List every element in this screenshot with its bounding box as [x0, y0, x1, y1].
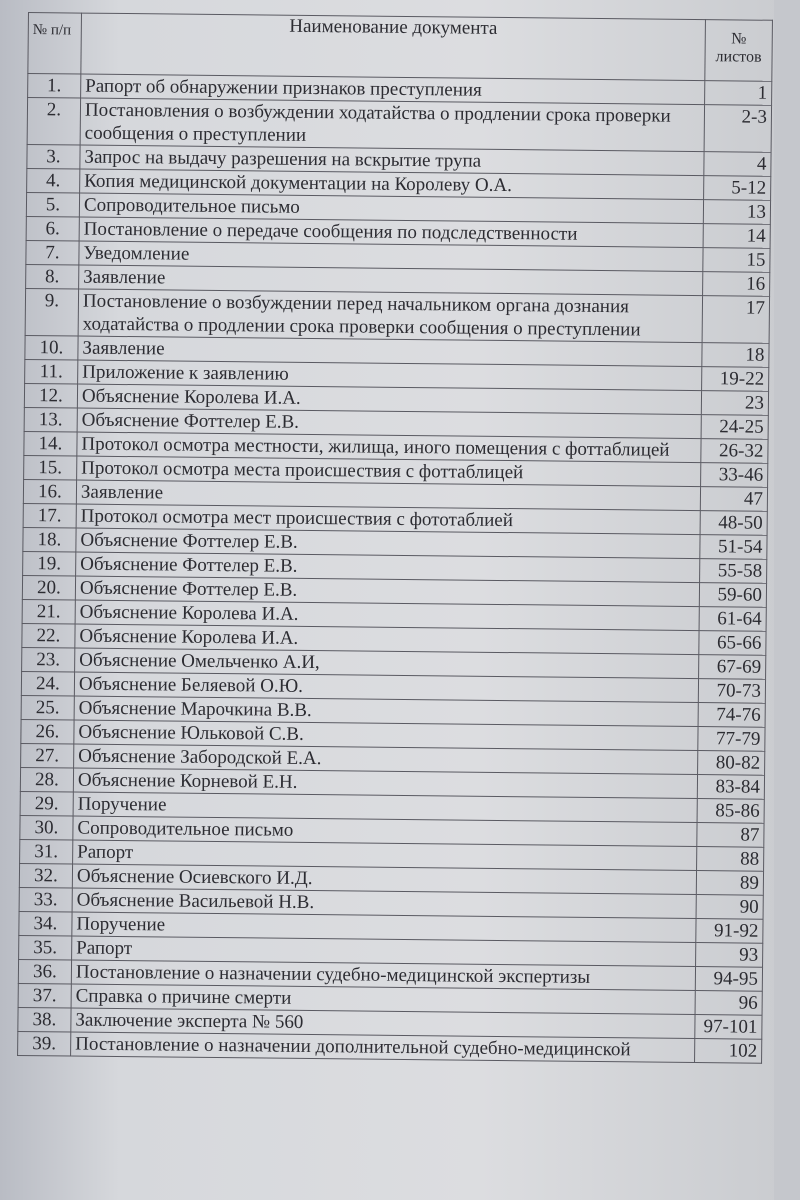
- row-document-name: Объяснение Осиевского И.Д.: [72, 864, 696, 895]
- row-number: 34.: [19, 911, 72, 936]
- row-document-name: Копия медицинской документации на Королеву О.А.: [80, 169, 704, 200]
- row-document-name: Заключение эксперта № 560: [71, 1008, 695, 1039]
- row-number: 11.: [25, 359, 78, 384]
- row-sheets: 19-22: [702, 367, 769, 392]
- row-document-name: Объяснение Фоттелер Е.В.: [76, 552, 700, 583]
- row-document-name: Заявление: [78, 336, 702, 367]
- row-number: 3.: [27, 144, 80, 169]
- row-document-name: Рапорт: [72, 936, 696, 967]
- row-number: 17.: [23, 503, 76, 528]
- row-number: 39.: [18, 1031, 71, 1056]
- row-number: 31.: [20, 839, 73, 864]
- row-number: 14.: [24, 431, 77, 456]
- row-document-name: Объяснение Марочкина В.В.: [74, 696, 698, 727]
- row-document-name: Поручение: [73, 792, 697, 823]
- row-sheets: 93: [696, 943, 763, 968]
- row-number: 12.: [24, 383, 77, 408]
- row-number: 2.: [27, 98, 80, 146]
- row-document-name: Объяснение Забородской Е.А.: [74, 744, 698, 775]
- row-sheets: 65-66: [699, 631, 766, 656]
- row-sheets: 90: [696, 895, 763, 920]
- row-sheets: 74-76: [698, 703, 765, 728]
- page-edge: [774, 0, 800, 1200]
- row-number: 15.: [24, 455, 77, 480]
- row-sheets: 59-60: [699, 583, 766, 608]
- row-number: 8.: [26, 264, 79, 289]
- row-number: 28.: [20, 767, 73, 792]
- row-sheets: 85-86: [697, 799, 764, 824]
- row-number: 6.: [26, 216, 79, 241]
- row-number: 25.: [21, 695, 74, 720]
- row-number: 21.: [22, 599, 75, 624]
- table-row: [25, 288, 769, 343]
- document-sheet: [17, 12, 773, 1064]
- row-sheets: 88: [697, 847, 764, 872]
- row-document-name: Объяснение Беляевой О.Ю.: [74, 672, 698, 703]
- row-sheets: 2-3: [704, 105, 771, 153]
- row-document-name: Объяснение Фоттелер Е.В.: [76, 528, 700, 559]
- row-sheets: 33-46: [701, 463, 768, 488]
- row-sheets: 83-84: [697, 775, 764, 800]
- row-sheets: 47: [700, 487, 767, 512]
- row-number: 23.: [22, 647, 75, 672]
- row-sheets: 67-69: [699, 655, 766, 680]
- row-document-name: Объяснение Корневой Е.Н.: [73, 768, 697, 799]
- row-document-name: Рапорт об обнаружении признаков преступления: [81, 74, 705, 105]
- row-number: 36.: [18, 959, 71, 984]
- row-document-name: Протокол осмотра мест происшествия с фототаблией: [76, 504, 700, 535]
- row-number: 38.: [18, 1007, 71, 1032]
- row-number: 16.: [23, 479, 76, 504]
- row-number: 26.: [21, 719, 74, 744]
- row-sheets: 87: [697, 823, 764, 848]
- row-number: 4.: [27, 168, 80, 193]
- row-document-name: Объяснение Омельченко А.И,: [75, 648, 699, 679]
- row-sheets: 14: [703, 224, 770, 249]
- row-document-name: Протокол осмотра места происшествия с фоттаблицей: [77, 456, 701, 487]
- row-number: 18.: [23, 527, 76, 552]
- row-number: 30.: [20, 815, 73, 840]
- row-document-name: Объяснение Васильевой Н.В.: [72, 888, 696, 919]
- row-number: 13.: [24, 407, 77, 432]
- row-sheets: 94-95: [695, 967, 762, 992]
- row-number: 5.: [26, 192, 79, 217]
- header-sheets: № листов: [705, 20, 773, 82]
- row-document-name: Постановления о возбуждении ходатайства о продлении срока проверки сообщения о преступлении: [80, 98, 704, 152]
- row-sheets: 55-58: [700, 559, 767, 584]
- row-number: 33.: [19, 887, 72, 912]
- header-number: № п/п: [28, 13, 82, 75]
- row-document-name: Поручение: [72, 912, 696, 943]
- row-number: 32.: [19, 863, 72, 888]
- row-document-name: Постановление о передаче сообщения по подследственности: [79, 217, 703, 248]
- row-sheets: 24-25: [701, 415, 768, 440]
- row-sheets: 91-92: [696, 919, 763, 944]
- row-sheets: 18: [702, 343, 769, 368]
- row-number: 37.: [18, 983, 71, 1008]
- row-document-name: Объяснение Юльковой С.В.: [74, 720, 698, 751]
- row-sheets: 51-54: [700, 535, 767, 560]
- row-document-name: Справка о причине смерти: [71, 984, 695, 1015]
- row-sheets: 102: [695, 1039, 762, 1064]
- row-document-name: Заявление: [79, 265, 703, 296]
- row-document-name: Объяснение Фоттелер Е.В.: [75, 576, 699, 607]
- row-sheets: 23: [701, 391, 768, 416]
- row-document-name: Постановление о возбуждении перед начальником органа дознания ходатайства о продлении срока проверки сообщения о преступлении: [78, 289, 702, 343]
- row-sheets: 77-79: [698, 727, 765, 752]
- row-number: 27.: [21, 743, 74, 768]
- row-sheets: 15: [703, 248, 770, 273]
- row-sheets: 89: [696, 871, 763, 896]
- row-document-name: Уведомление: [79, 241, 703, 272]
- document-inventory-table: [17, 12, 773, 1064]
- row-sheets: 1: [705, 81, 772, 106]
- row-number: 20.: [22, 575, 75, 600]
- row-sheets: 13: [703, 200, 770, 225]
- row-document-name: Заявление: [76, 480, 700, 511]
- row-number: 7.: [26, 240, 79, 265]
- row-sheets: 80-82: [698, 751, 765, 776]
- row-number: 19.: [23, 551, 76, 576]
- row-document-name: Объяснение Фоттелер Е.В.: [77, 408, 701, 439]
- row-sheets: 96: [695, 991, 762, 1016]
- header-document-name: Наименование документа: [81, 13, 706, 81]
- row-sheets: 4: [704, 152, 771, 177]
- row-number: 10.: [25, 335, 78, 360]
- row-document-name: Приложение к заявлению: [78, 360, 702, 391]
- row-document-name: Объяснение Королева И.А.: [75, 624, 699, 655]
- table-header-row: [28, 13, 773, 82]
- table-row: [27, 98, 771, 153]
- row-number: 24.: [21, 671, 74, 696]
- row-sheets: 61-64: [699, 607, 766, 632]
- row-sheets: 17: [702, 296, 769, 344]
- row-document-name: Сопроводительное письмо: [73, 816, 697, 847]
- row-sheets: 70-73: [698, 679, 765, 704]
- row-number: 1.: [28, 74, 81, 99]
- row-sheets: 5-12: [704, 176, 771, 201]
- row-document-name: Объяснение Королева И.А.: [75, 600, 699, 631]
- row-number: 29.: [20, 791, 73, 816]
- row-document-name: Объяснение Королева И.А.: [77, 384, 701, 415]
- row-sheets: 26-32: [701, 439, 768, 464]
- row-number: 9.: [25, 288, 78, 336]
- row-number: 22.: [22, 623, 75, 648]
- row-document-name: Протокол осмотра местности, жилища, иного помещения с фоттаблицей: [77, 432, 701, 463]
- row-document-name: Рапорт: [73, 840, 697, 871]
- row-sheets: 97-101: [695, 1015, 762, 1040]
- row-document-name: Постановление о назначении судебно-медицинской экспертизы: [71, 960, 695, 991]
- row-sheets: 48-50: [700, 511, 767, 536]
- row-document-name: Постановление о назначении дополнительной судебно-медицинской: [71, 1032, 695, 1063]
- row-document-name: Запрос на выдачу разрешения на вскрытие трупа: [80, 145, 704, 176]
- row-sheets: 16: [703, 272, 770, 297]
- row-document-name: Сопроводительное письмо: [79, 193, 703, 224]
- row-number: 35.: [19, 935, 72, 960]
